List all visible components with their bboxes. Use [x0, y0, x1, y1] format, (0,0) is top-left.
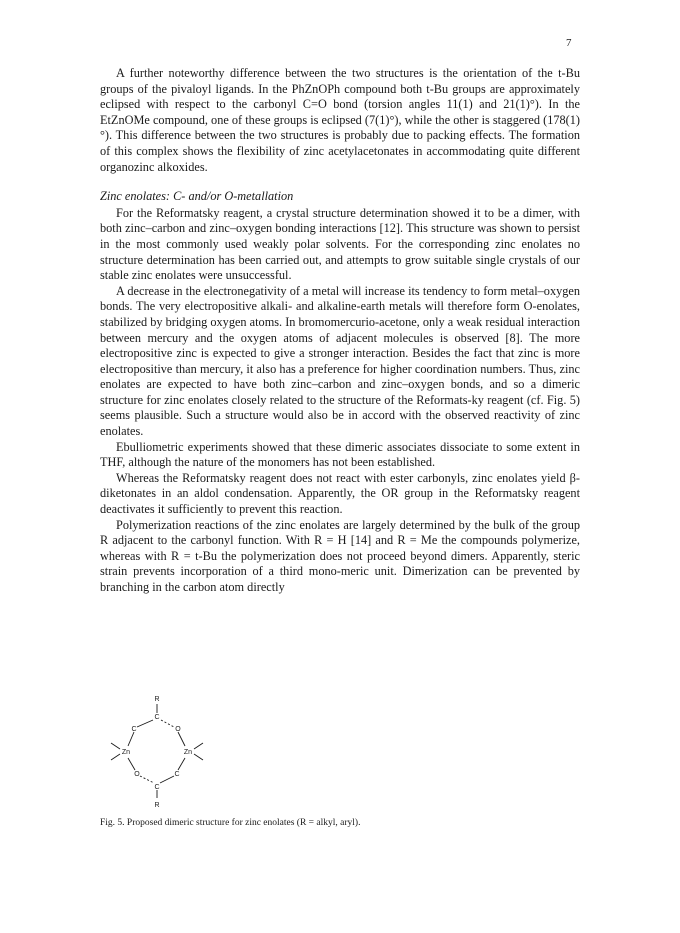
paragraph: A decrease in the electronegativity of a metal will increase its tendency to form metal–oxygen bonds. The very electropositive alkali- and alkaline-earth metals will therefore form O-enolates, stabilized by bridging oxygen atoms. In bromomercurio-acetone, only a weak residual interaction between mercury and the oxygen atoms of adjacent molecules is observed [8]. The more electropositive zinc is expected to give a stronger interaction. Besides the fact that zinc is more electropositive than mercury, it also has a preference for higher coordination numbers. Thus, zinc enolates are expected to have both zinc–carbon and zinc–oxygen bonds, and so a dimeric structure for zinc enolates closely related to the structure of the Reformats-ky reagent (cf. Fig. 5) seems plausible. Such a structure would also be in accord with the observed reactivity of zinc enolates.	[100, 283, 580, 439]
atom-label: C	[174, 771, 180, 778]
paragraph: For the Reformatsky reagent, a crystal structure determination showed it to be a dimer, with both zinc–carbon and zinc–oxygen bonding interactions [12]. This structure was shown to persist in the most commonly used weakly polar solvents. For the corresponding zinc enolates no structure determination has been carried out, and attempts to grow suitable single crystals of our stable zinc enolates were unsuccessful.	[100, 205, 580, 283]
atom-label: Zn	[183, 749, 193, 756]
dimer-structure-diagram	[108, 690, 228, 815]
paragraph: Polymerization reactions of the zinc enolates are largely determined by the bulk of the group R adjacent to the carbonyl function. With R = H [14] and R = Me the compounds polymerize, whereas with R = t-Bu the polymerization does not proceed beyond dimers. Apparently, steric strain prevents incorporation of a third mono-meric unit. Dimerization can be prevented by branching in the carbon atom directly	[100, 517, 580, 594]
body-text	[100, 66, 580, 596]
atom-label: O	[175, 726, 181, 733]
atom-label: O	[134, 771, 140, 778]
atom-label: C	[154, 714, 160, 721]
figure-caption: Fig. 5. Proposed dimeric structure for zinc enolates (R = alkyl, aryl).	[100, 818, 361, 828]
atom-label: C	[154, 784, 160, 791]
atom-label: C	[131, 726, 137, 733]
atom-label: R	[154, 802, 160, 809]
atom-label: Zn	[121, 749, 131, 756]
page-number: 7	[566, 37, 572, 49]
paragraph: Whereas the Reformatsky reagent does not react with ester carbonyls, zinc enolates yield β-diketonates in an aldol condensation. Apparently, the OR group in the Reformatsky reagent deactivates it sufficiently to prevent this reaction.	[100, 470, 580, 517]
paragraph: Ebulliometric experiments showed that these dimeric associates dissociate to some extent in THF, although the nature of the monomers has not been established.	[100, 439, 580, 470]
paragraph: A further noteworthy difference between the two structures is the orientation of the t-Bu groups of the pivaloyl ligands. In the PhZnOPh compound both t-Bu groups are approximately eclipsed with respect to the carbonyl C=O bond (torsion angles 11(1) and 21(1)°). In the EtZnOMe compound, one of these groups is eclipsed (7(1)°), while the other is staggered (178(1)°). This difference between the two structures is probably due to packing effects. The formation of this complex shows the flexibility of zinc acetylacetonates in accommodating quite different organozinc alkoxides.	[100, 66, 580, 174]
section-heading: Zinc enolates: C- and/or O-metallation	[100, 189, 294, 204]
atom-label: R	[154, 696, 160, 703]
